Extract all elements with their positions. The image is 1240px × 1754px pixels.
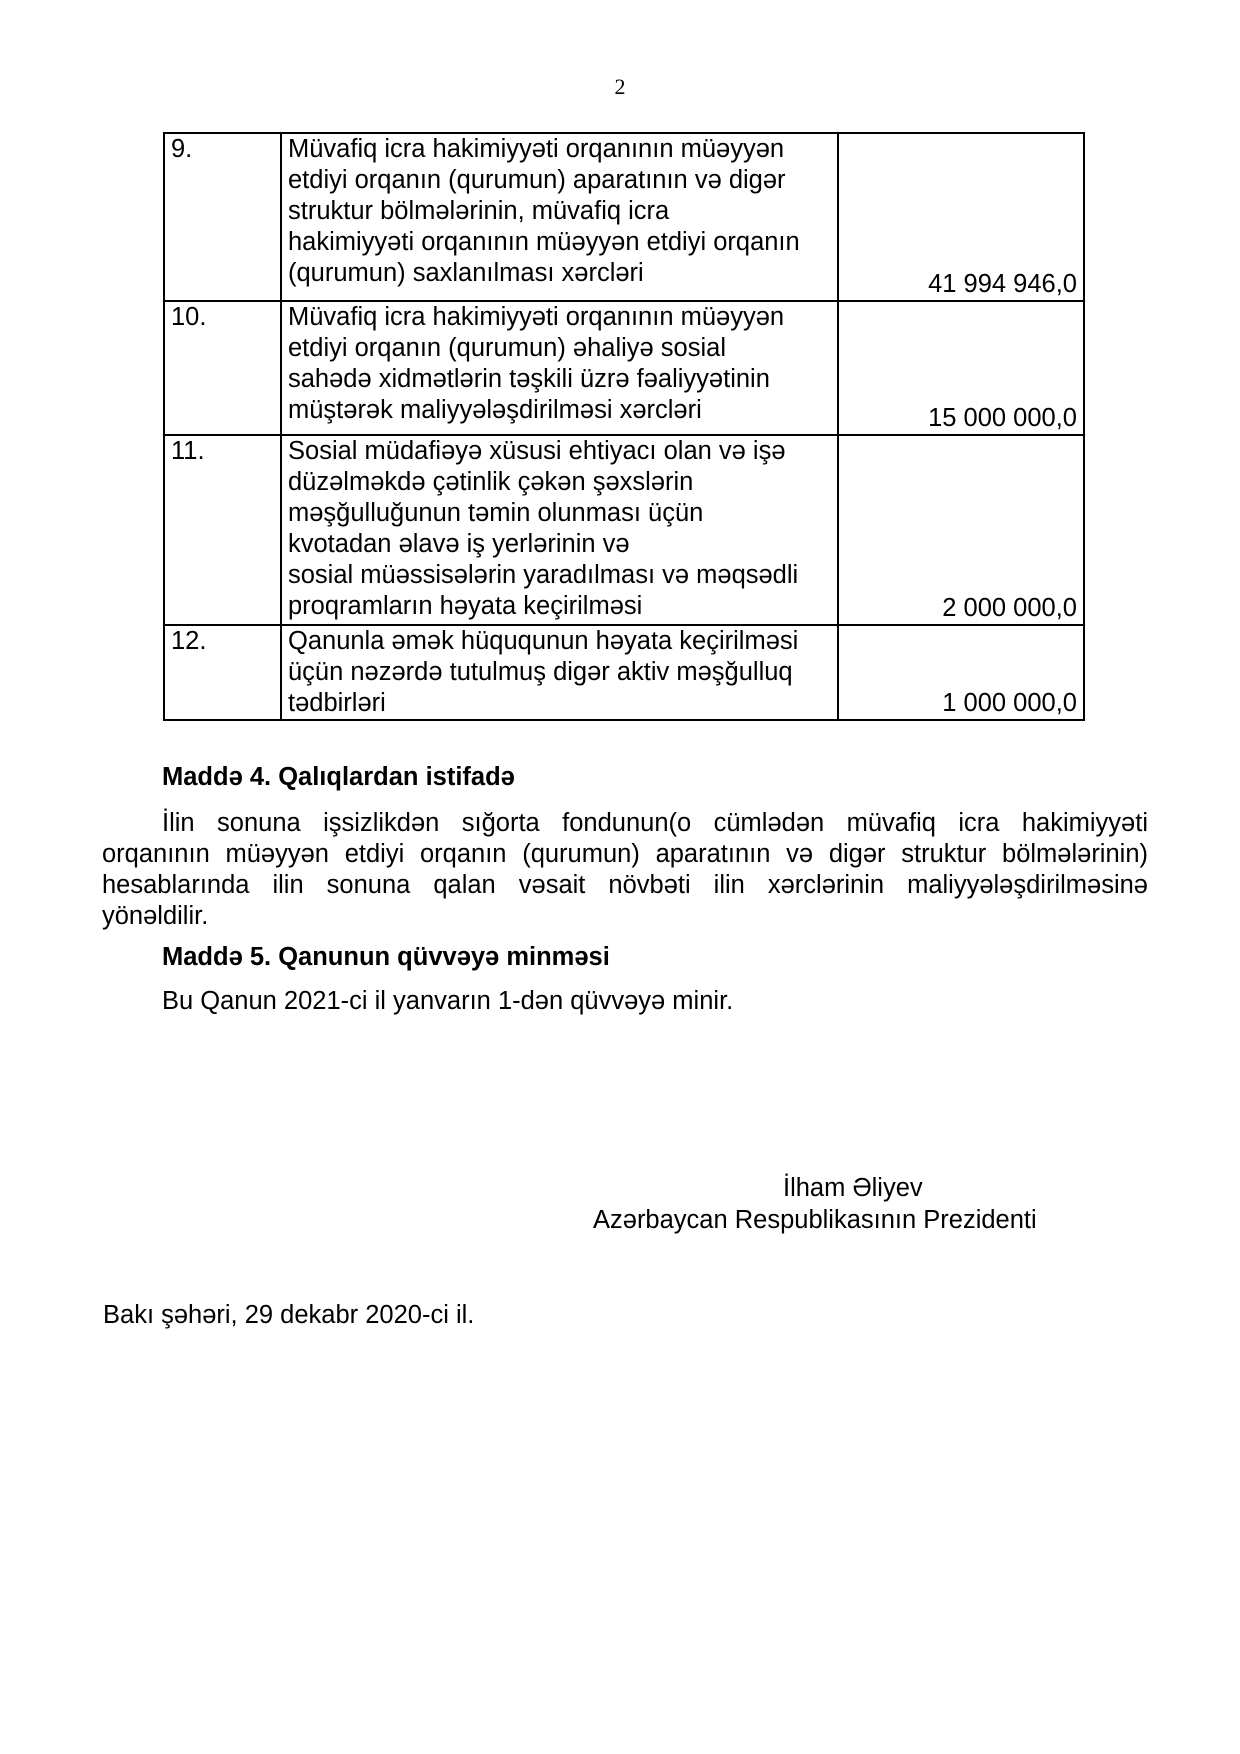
paragraph-line: yönəldilir.	[102, 902, 209, 930]
description-line: etdiyi orqanın (qurumun) əhaliyə sosial	[288, 334, 726, 362]
place-date: Bakı şəhəri, 29 dekabr 2020-ci il.	[103, 1301, 475, 1329]
signatory-name: İlham Əliyev	[783, 1174, 923, 1202]
page-number: 2	[614, 74, 626, 99]
description-line: hakimiyyəti orqanının müəyyən etdiyi orqanın	[288, 228, 800, 256]
description-line: sahədə xidmətlərin təşkili üzrə fəaliyyətinin	[288, 365, 770, 393]
description-line: düzəlməkdə çətinlik çəkən şəxslərin	[288, 468, 694, 496]
description-line: sosial müəssisələrin yaradılması və məqsədli	[288, 561, 799, 589]
row-number: 12.	[164, 625, 281, 720]
article-4-paragraph	[102, 808, 1148, 932]
row-number: 9.	[164, 133, 281, 301]
table-row	[164, 435, 1084, 625]
row-amount: 41 994 946,0	[838, 133, 1084, 301]
description-line: etdiyi orqanın (qurumun) aparatının və digər	[288, 166, 786, 194]
description-line: müştərək maliyyələşdirilməsi xərcləri	[288, 396, 702, 424]
row-amount: 1 000 000,0	[838, 625, 1084, 720]
budget-table	[163, 132, 1085, 721]
row-number: 10.	[164, 301, 281, 435]
description-line: tədbirləri	[288, 689, 386, 717]
paragraph-line: İlin sonuna işsizlikdən sığorta fondunun(o cümlədən müvafiq icra hakimiyyəti	[162, 809, 1148, 837]
row-description	[281, 301, 838, 435]
description-line: kvotadan əlavə iş yerlərinin və	[288, 530, 630, 558]
row-number: 11.	[164, 435, 281, 625]
article-5-text: Bu Qanun 2021-ci il yanvarın 1-dən qüvvəyə minir.	[162, 987, 734, 1015]
description-line: proqramların həyata keçirilməsi	[288, 592, 643, 620]
row-description	[281, 625, 838, 720]
description-line: üçün nəzərdə tutulmuş digər aktiv məşğulluq	[288, 658, 793, 686]
description-line: Müvafiq icra hakimiyyəti orqanının müəyyən	[288, 303, 785, 331]
paragraph-line: hesablarında ilin sonuna qalan vəsait növbəti ilin xərclərinin maliyyələşdirilməsinə	[102, 871, 1148, 899]
description-line: Müvafiq icra hakimiyyəti orqanının müəyyən	[288, 135, 785, 163]
table-row	[164, 133, 1084, 301]
table-row	[164, 625, 1084, 720]
row-description	[281, 435, 838, 625]
row-description	[281, 133, 838, 301]
article-5-heading: Maddə 5. Qanunun qüvvəyə minməsi	[162, 943, 610, 971]
article-4-heading: Maddə 4. Qalıqlardan istifadə	[162, 763, 515, 791]
description-line: Sosial müdafiəyə xüsusi ehtiyacı olan və işə	[288, 437, 786, 465]
paragraph-line: orqanının müəyyən etdiyi orqanın (qurumun) aparatının və digər struktur bölmələrinin)	[102, 840, 1148, 868]
description-line: məşğulluğunun təmin olunması üçün	[288, 499, 704, 527]
table-row	[164, 301, 1084, 435]
description-line: Qanunla əmək hüququnun həyata keçirilməsi	[288, 627, 799, 655]
description-line: struktur bölmələrinin, müvafiq icra	[288, 197, 670, 225]
description-line: (qurumun) saxlanılması xərcləri	[288, 259, 644, 287]
row-amount: 2 000 000,0	[838, 435, 1084, 625]
row-amount: 15 000 000,0	[838, 301, 1084, 435]
signatory-title: Azərbaycan Respublikasının Prezidenti	[593, 1206, 1037, 1234]
